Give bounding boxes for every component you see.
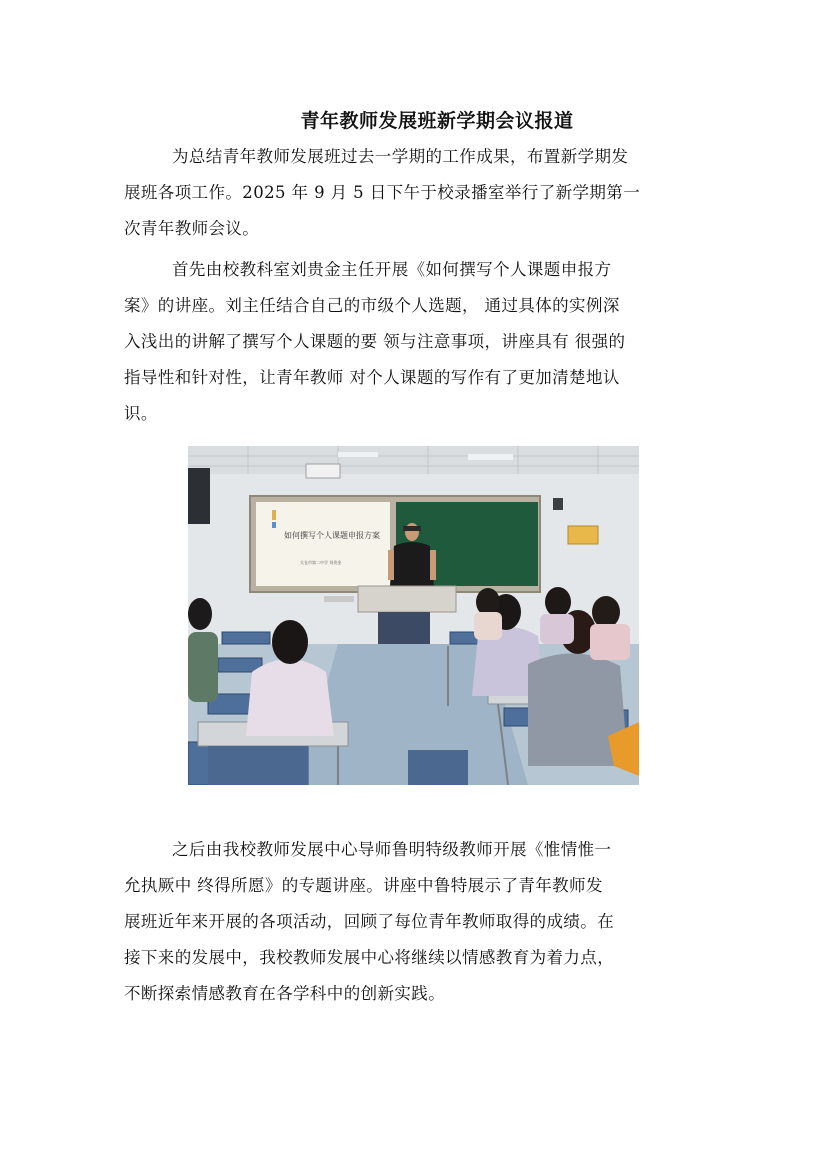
text-line: 不断探索情感教育在各学科中的创新实践。 [124,984,446,1003]
text-line: 接下来的发展中，我校教师发展中心将继续以情感教育为着力点， [124,948,615,967]
classroom-illustration [188,446,639,785]
text-line: 展班各项工作。2025 年 9 月 5 日下午于校录播室举行了新学期第一 [124,183,641,202]
text-line: 入浅出的讲解了撰写个人课题的要 领与注意事项，讲座具有 很强的 [124,332,626,351]
text-line: 允执厥中 终得所愿》的专题讲座。讲座中鲁特展示了青年教师发 [124,876,603,895]
paragraph-2 [124,252,625,432]
classroom-photo [188,446,639,785]
text-line: 次青年教师会议。 [124,219,260,238]
slide-title: 如何撰写个人课题申报方案 [284,531,380,540]
text-line: 展班近年来开展的各项活动，回顾了每位青年教师取得的成绩。在 [124,912,615,931]
text-line: 识。 [124,404,158,423]
text-line: 案》的讲座。刘主任结合自己的市级个人选题， 通过具体的实例深 [124,296,620,315]
paragraph-3 [124,832,614,1012]
page-title: 青年教师发展班新学期会议报道 [300,110,574,132]
text-line: 为总结青年教师发展班过去一学期的工作成果，布置新学期发 [172,147,629,166]
paragraph-1 [124,139,640,247]
text-line: 之后由我校教师发展中心导师鲁明特级教师开展《惟情惟一 [172,840,612,859]
text-line: 指导性和针对性，让青年教师 对个人课题的写作有了更加清楚地认 [124,368,620,387]
slide-subtitle: 太仓市第二中学 刘贵金 [300,560,342,565]
text-line: 首先由校教科室刘贵金主任开展《如何撰写个人课题申报方 [172,260,612,279]
